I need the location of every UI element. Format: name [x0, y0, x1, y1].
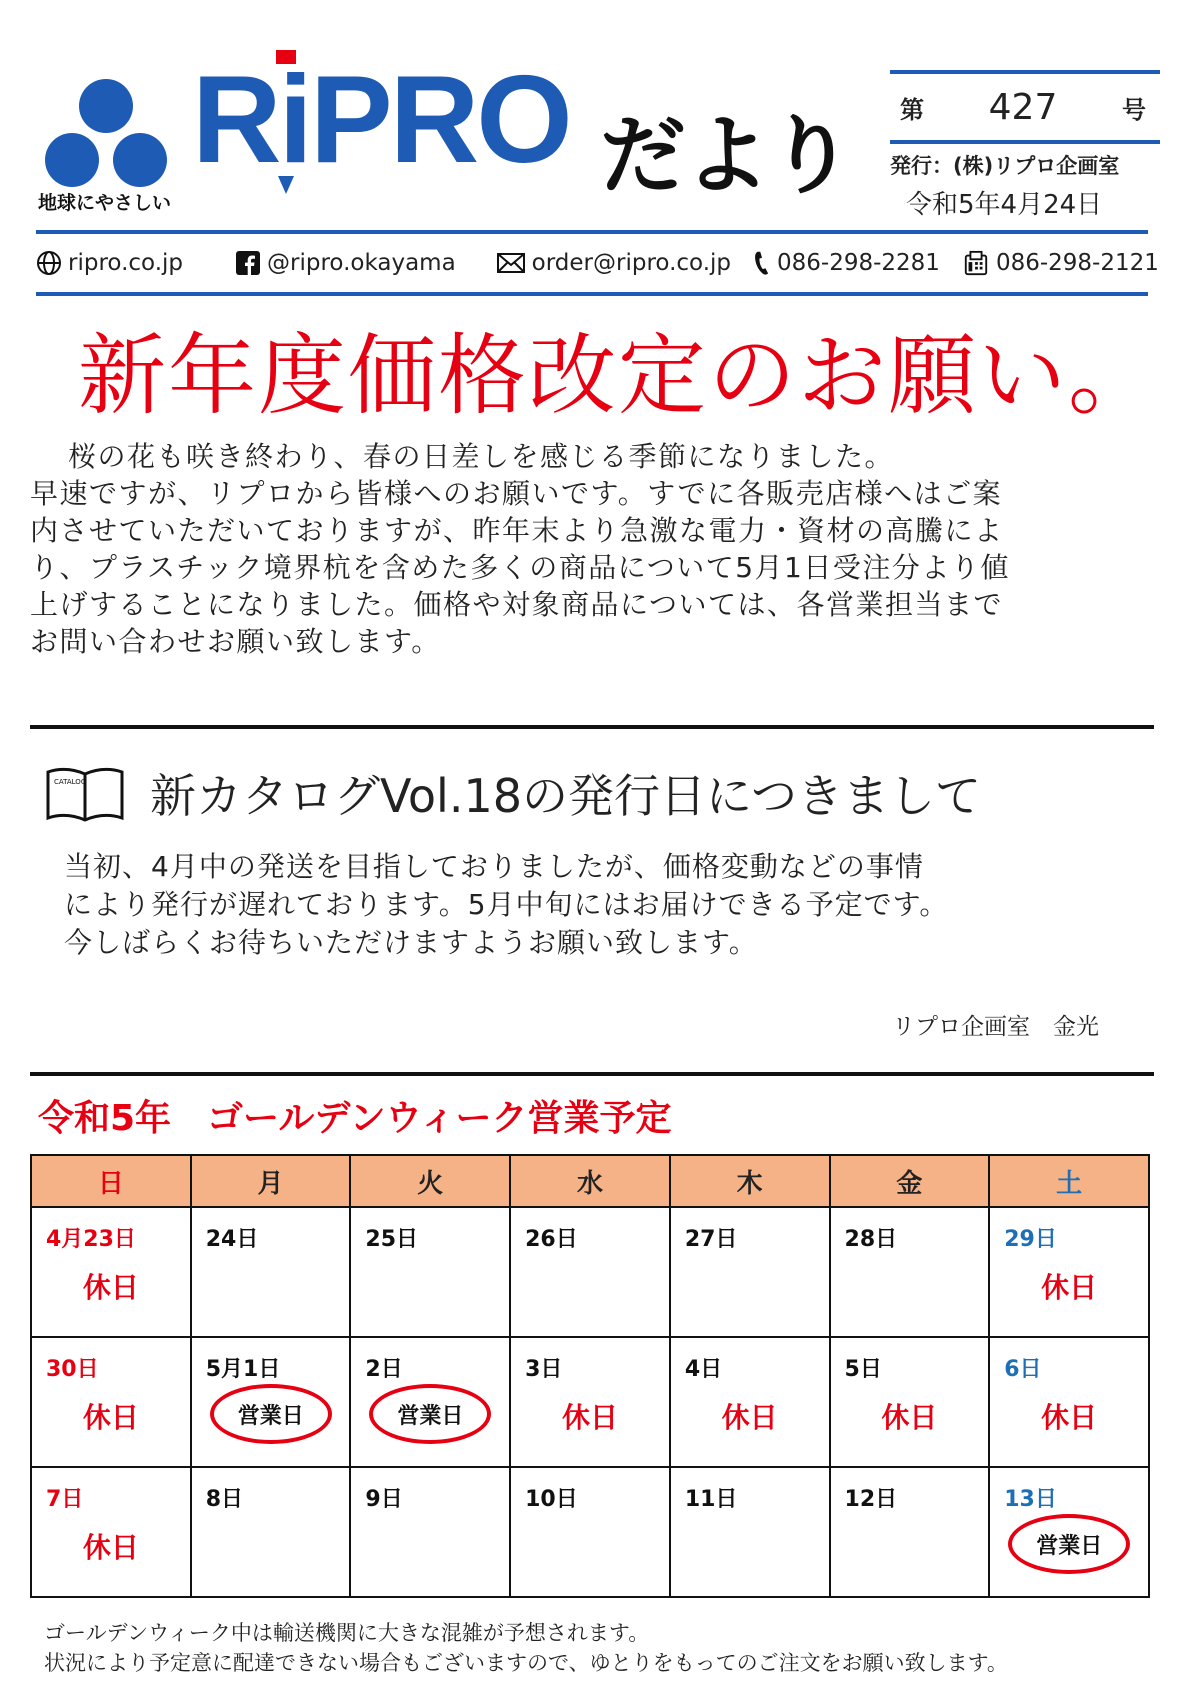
contact-bar — [36, 230, 1159, 296]
gw-schedule-title: 令和5年 ゴールデンウィーク営業予定 — [38, 1098, 672, 1139]
calendar-day — [830, 1337, 990, 1467]
contact-phone[interactable] — [753, 250, 940, 276]
day-date: 13日 — [1004, 1487, 1057, 1512]
catalog-title: 新カタログVol.18の発行日につきまして — [150, 769, 982, 823]
paragraph-line: により発行が遅れております。5月中旬にはお届けできる予定です。 — [64, 888, 949, 921]
paragraph-line: 桜の花も咲き終わり、春の日差しを感じる季節になりました。 — [68, 440, 895, 473]
issue-label: 第 — [900, 95, 924, 124]
publisher: 発行：(株)リプロ企画室 — [890, 154, 1120, 178]
contact-text: @ripro.okayama — [267, 250, 456, 276]
publish-date: 令和5年4月24日 — [906, 190, 1103, 220]
day-date: 5日 — [844, 1357, 882, 1382]
day-status-holiday: 休日 — [561, 1401, 618, 1434]
calendar-week — [31, 1467, 1149, 1597]
gw-notes — [44, 1618, 1008, 1678]
paragraph-line: 上げすることになりました。価格や対象商品については、各営業担当まで — [30, 588, 1003, 621]
calendar-day — [510, 1467, 670, 1597]
note-line: ゴールデンウィーク中は輸送機関に大きな混雑が予想されます。 — [44, 1621, 650, 1645]
calendar-day — [31, 1207, 191, 1337]
intro-paragraph — [30, 438, 1160, 660]
day-status-business-circled: 営業日 — [369, 1384, 491, 1444]
calendar-day — [989, 1467, 1149, 1597]
day-status-business-circled: 営業日 — [1008, 1514, 1130, 1574]
signature: リプロ企画室 金光 — [892, 1014, 1099, 1040]
globe-icon — [36, 250, 62, 276]
logo-pin-mark — [278, 176, 294, 194]
fax-icon — [962, 250, 990, 276]
contact-text: 086-298-2281 — [777, 250, 940, 276]
weekday-fri: 金 — [830, 1155, 990, 1207]
day-date: 9日 — [365, 1487, 403, 1512]
phone-icon — [753, 250, 771, 276]
mail-icon — [496, 250, 526, 276]
day-date: 11日 — [684, 1487, 738, 1512]
calendar-day — [31, 1337, 191, 1467]
issue-suffix: 号 — [1122, 95, 1146, 124]
day-date: 7日 — [46, 1487, 84, 1512]
weekday-tue: 火 — [350, 1155, 510, 1207]
contact-text: ripro.co.jp — [68, 250, 183, 276]
issue-number: 427 — [988, 86, 1058, 128]
facebook-icon — [235, 250, 261, 276]
main-headline: 新年度価格改定のお願い。 — [78, 324, 1159, 427]
calendar-week — [31, 1207, 1149, 1337]
weekday-wed: 水 — [510, 1155, 670, 1207]
contact-website[interactable] — [36, 250, 183, 276]
day-date: 28日 — [844, 1227, 898, 1252]
paragraph-line: 今しばらくお待ちいただけますようお願い致します。 — [64, 926, 758, 959]
issue-row — [890, 74, 1160, 140]
day-status-holiday: 休日 — [82, 1531, 139, 1564]
day-date: 30日 — [46, 1357, 99, 1382]
paragraph-line: 早速ですが、リプロから皆様へのお願いです。すでに各販売店様へはご案 — [30, 477, 1003, 510]
gw-calendar — [30, 1154, 1150, 1598]
calendar-day — [670, 1207, 830, 1337]
day-status-holiday: 休日 — [1041, 1401, 1098, 1434]
section-divider — [30, 725, 1154, 729]
calendar-day — [830, 1207, 990, 1337]
contact-email[interactable] — [496, 250, 731, 276]
calendar-day — [510, 1207, 670, 1337]
day-date: 25日 — [365, 1227, 419, 1252]
issue-info — [890, 70, 1160, 221]
calendar-day — [670, 1467, 830, 1597]
day-date: 12日 — [844, 1487, 898, 1512]
calendar-day — [830, 1467, 990, 1597]
catalog-icon-label: CATALOG — [54, 778, 87, 786]
day-date: 2日 — [365, 1357, 403, 1382]
day-status-holiday: 休日 — [82, 1401, 139, 1434]
calendar-day — [989, 1207, 1149, 1337]
calendar-day — [350, 1337, 510, 1467]
calendar-day — [350, 1467, 510, 1597]
calendar-week — [31, 1337, 1149, 1467]
weekday-header-row — [31, 1155, 1149, 1207]
day-status-business-circled: 営業日 — [210, 1384, 332, 1444]
day-date: 24日 — [205, 1227, 259, 1252]
day-status-holiday: 休日 — [881, 1401, 938, 1434]
paragraph-line: お問い合わせお願い致します。 — [30, 625, 441, 658]
day-date: 27日 — [684, 1227, 738, 1252]
newsletter-name: だより — [600, 106, 852, 206]
open-book-icon — [44, 764, 126, 824]
ripro-logo-mark — [44, 78, 168, 190]
brand-logo: RiPRO — [192, 51, 570, 189]
calendar-day — [350, 1207, 510, 1337]
contact-text: order@ripro.co.jp — [531, 250, 731, 276]
weekday-sun: 日 — [31, 1155, 191, 1207]
day-date: 3日 — [525, 1357, 563, 1382]
tagline: 地球にやさしい — [38, 192, 172, 214]
weekday-sat: 土 — [989, 1155, 1149, 1207]
divider — [890, 140, 1160, 144]
contact-fax[interactable] — [962, 250, 1159, 276]
day-date: 4日 — [684, 1357, 723, 1382]
calendar-day — [989, 1337, 1149, 1467]
calendar-day — [191, 1467, 351, 1597]
day-date: 29日 — [1004, 1227, 1057, 1252]
note-line: 状況により予定意に配達できない場合もございますので、ゆとりをもってのご注文をお願い致します。 — [44, 1651, 1008, 1675]
day-date: 5月1日 — [205, 1357, 281, 1382]
day-date: 4月23日 — [46, 1227, 136, 1252]
section-divider — [30, 1072, 1154, 1076]
calendar-day — [31, 1467, 191, 1597]
calendar-day — [191, 1207, 351, 1337]
day-status-holiday: 休日 — [82, 1271, 139, 1304]
contact-text: 086-298-2121 — [995, 250, 1159, 276]
day-date: 6日 — [1004, 1357, 1042, 1382]
calendar-day — [670, 1337, 830, 1467]
calendar-day — [510, 1337, 670, 1467]
weekday-thu: 木 — [670, 1155, 830, 1207]
paragraph-line: り、プラスチック境界杭を含めた多くの商品について5月1日受注分より値 — [30, 551, 1010, 584]
day-status-holiday: 休日 — [721, 1401, 778, 1434]
contact-facebook[interactable] — [235, 250, 456, 276]
paragraph-line: 当初、4月中の発送を目指しておりましたが、価格変動などの事情 — [64, 850, 924, 883]
paragraph-line: 内させていただいておりますが、昨年末より急激な電力・資材の高騰によ — [30, 514, 1004, 547]
calendar-day — [191, 1337, 351, 1467]
weekday-mon: 月 — [191, 1155, 351, 1207]
day-status-holiday: 休日 — [1041, 1271, 1098, 1304]
day-date: 8日 — [205, 1487, 244, 1512]
day-date: 10日 — [525, 1487, 578, 1512]
day-date: 26日 — [525, 1227, 578, 1252]
catalog-body — [64, 848, 948, 962]
